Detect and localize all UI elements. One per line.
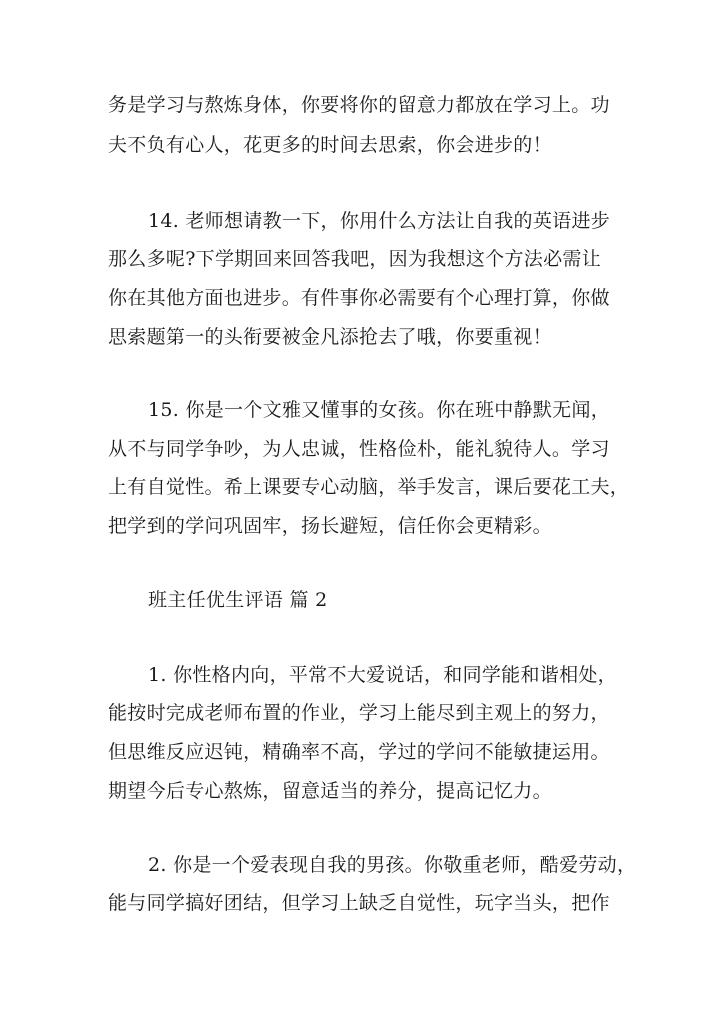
text-line: 上有自觉性。希上课要专心动脑，举手发言，课后要花工夫， xyxy=(108,476,630,498)
text-line: 你在其他方面也进步。有件事你必需要有个心理打算，你做 xyxy=(108,287,610,309)
text-line: 期望今后专心熬炼，留意适当的养分，提高记忆力。 xyxy=(108,780,552,802)
section-heading: 班主任优生评语 篇 2 xyxy=(148,589,328,611)
text-line: 把学到的学问巩固牢，扬长避短，信任你会更精彩。 xyxy=(108,515,552,537)
text-line: 15. 你是一个文雅又懂事的女孩。你在班中静默无闻， xyxy=(148,399,611,421)
text-line: 夫不负有心人，花更多的时间去思索，你会进步的！ xyxy=(108,134,552,156)
text-line: 但思维反应迟钝，精确率不高，学过的学问不能敏捷运用。 xyxy=(108,741,610,763)
text-line: 14. 老师想请教一下，你用什么方法让自我的英语进步 xyxy=(148,210,611,232)
text-line: 1. 你性格内向，平常不大爱说话，和同学能和谐相处， xyxy=(148,664,617,686)
text-line: 从不与同学争吵，为人忠诚，性格俭朴，能礼貌待人。学习 xyxy=(108,438,610,460)
text-line: 思索题第一的头衔要被金凡添抢去了哦，你要重视！ xyxy=(108,326,552,348)
text-line: 能按时完成老师布置的作业，学习上能尽到主观上的努力， xyxy=(108,702,610,724)
text-line: 能与同学搞好团结，但学习上缺乏自觉性，玩字当头，把作 xyxy=(108,892,610,914)
text-line: 那么多呢?下学期回来回答我吧，因为我想这个方法必需让 xyxy=(108,248,601,270)
text-line: 务是学习与熬炼身体，你要将你的留意力都放在学习上。功 xyxy=(108,94,610,116)
text-line: 2. 你是一个爱表现自我的男孩。你敬重老师，酷爱劳动， xyxy=(148,854,637,876)
